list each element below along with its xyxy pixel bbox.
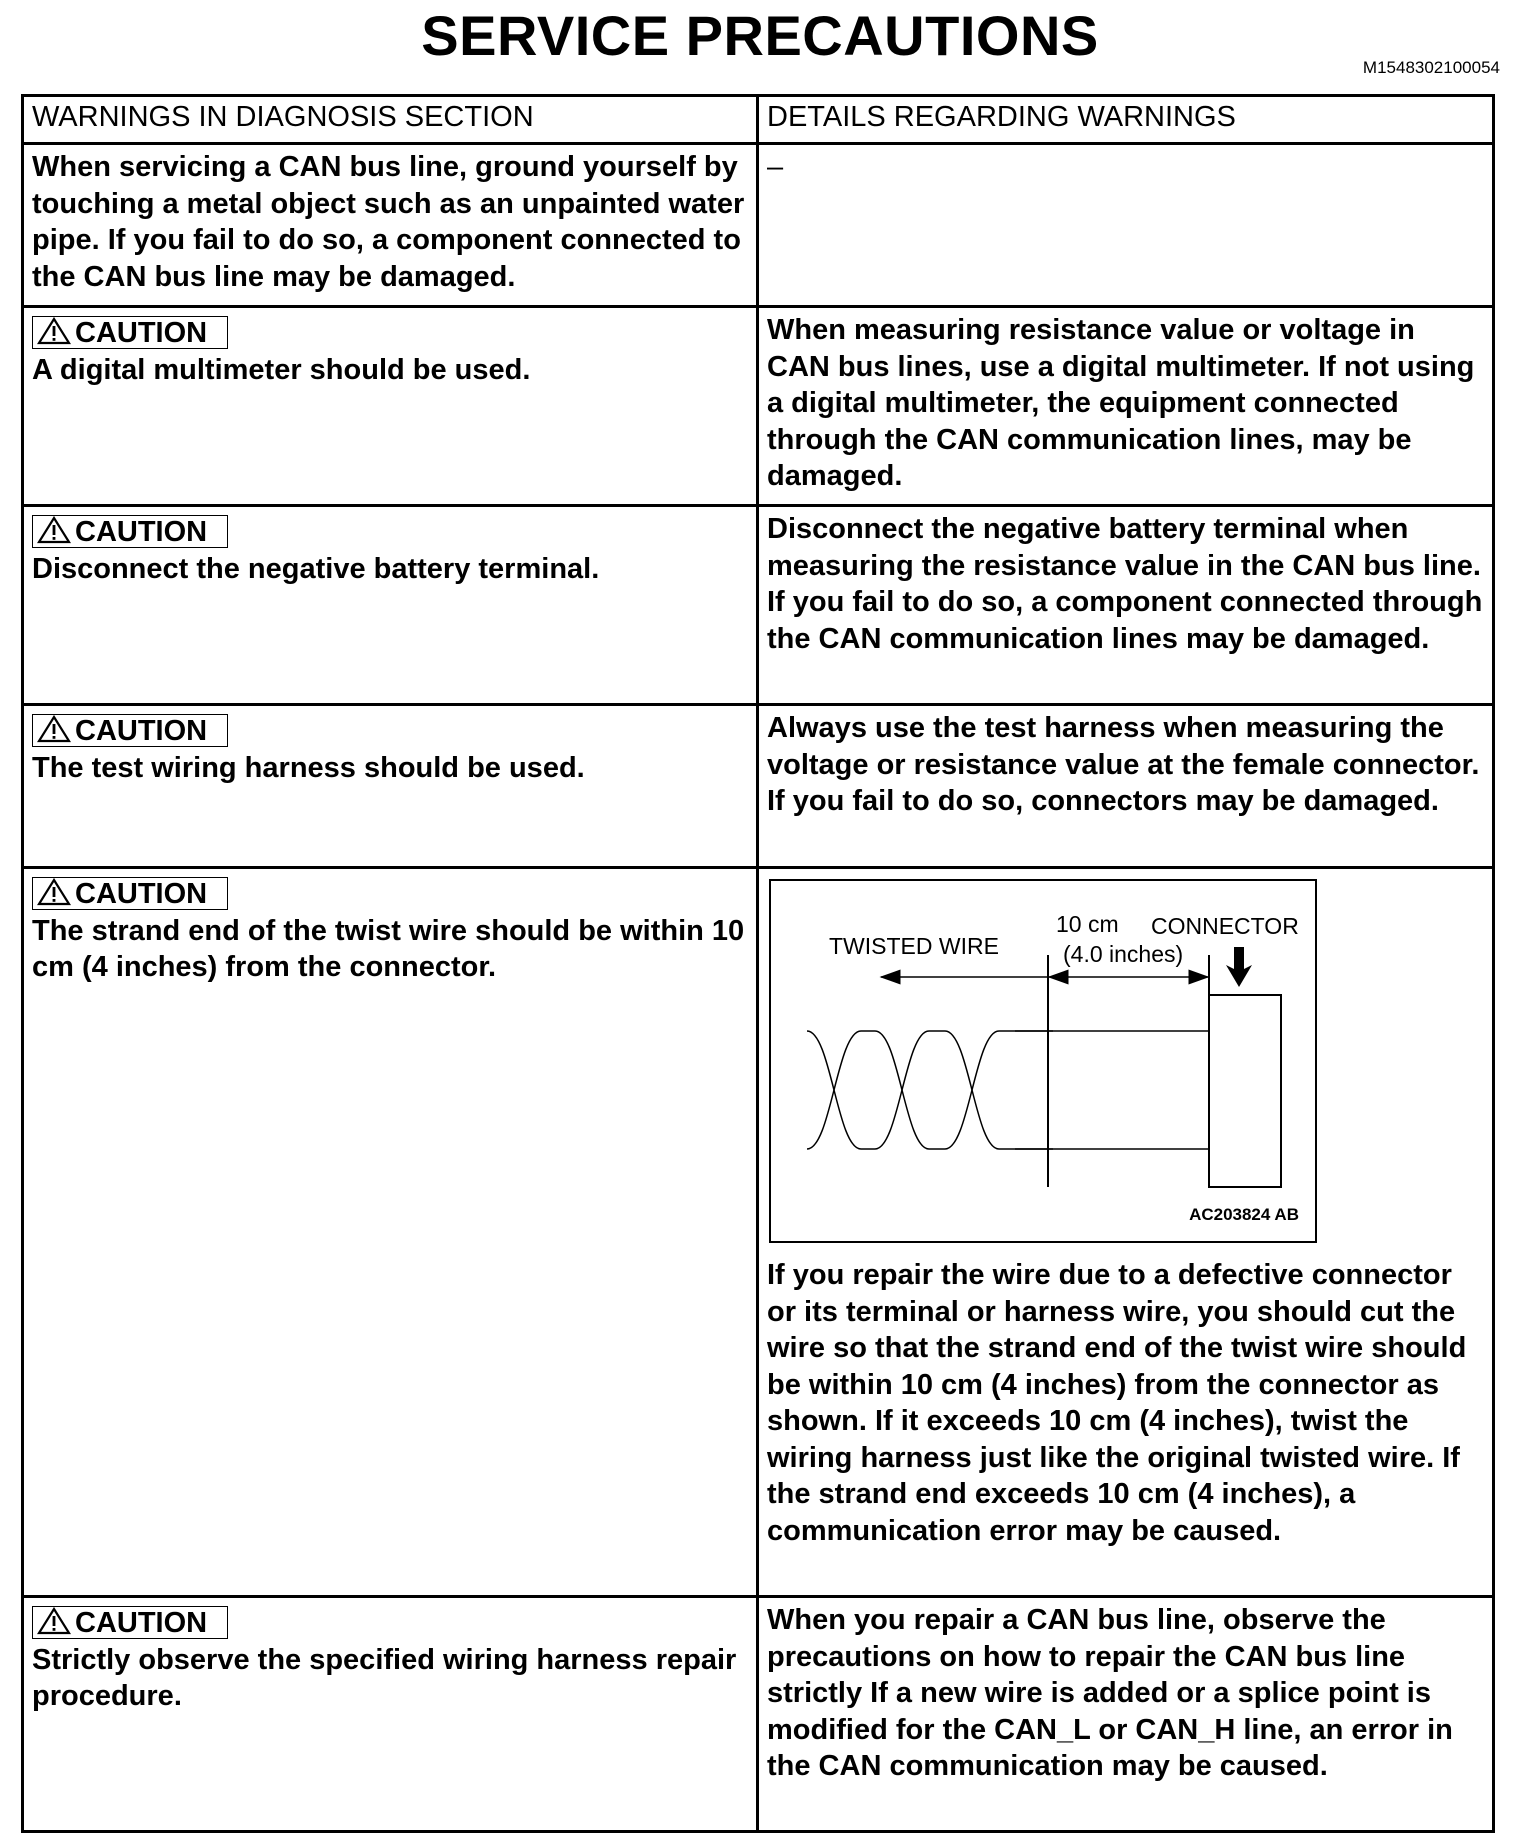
connector-label: CONNECTOR <box>1151 913 1299 939</box>
figure-code: AC203824 AB <box>1189 1204 1299 1224</box>
warning-text: Strictly observe the specified wiring harness repair procedure. <box>32 1643 737 1712</box>
page-title: SERVICE PRECAUTIONS <box>421 4 1099 67</box>
caution-badge <box>32 877 228 910</box>
warning-triangle-icon <box>37 878 71 906</box>
table-row <box>23 144 1494 307</box>
detail-text: When measuring resistance value or voltage in CAN bus lines, use a digital multimeter. If not using a digital multimeter, the equipment connected through the CAN communication lines, may be damaged. <box>767 314 1475 492</box>
distance-label: 10 cm <box>1056 911 1119 937</box>
caution-label: CAUTION <box>75 1607 208 1639</box>
table-row <box>23 1597 1494 1832</box>
detail-cell <box>758 868 1494 1597</box>
document-id: M1548302100054 <box>1362 58 1500 77</box>
warning-triangle-icon <box>37 715 71 743</box>
warning-text: Disconnect the negative battery terminal. <box>32 552 600 585</box>
warning-cell <box>23 868 758 1597</box>
twisted-wire-diagram <box>769 879 1317 1243</box>
warning-cell <box>23 1597 758 1832</box>
column-header-details: DETAILS REGARDING WARNINGS <box>758 96 1494 144</box>
twisted-wire-label: TWISTED WIRE <box>829 933 999 959</box>
detail-text: Disconnect the negative battery terminal when measuring the resistance value in the CAN bus line. If you fail to do so, a component connected through the CAN communication lines may be damaged. <box>767 513 1483 655</box>
warning-cell <box>23 144 758 307</box>
warning-triangle-icon <box>37 1607 71 1635</box>
detail-cell <box>758 307 1494 506</box>
warning-text: The test wiring harness should be used. <box>32 751 585 784</box>
table-row <box>23 705 1494 868</box>
caution-badge <box>32 515 228 548</box>
detail-text: When you repair a CAN bus line, observe the precautions on how to repair the CAN bus line strictly If a new wire is added or a splice point is modified for the CAN_L or CAN_H line, an error in the CAN communication may be caused. <box>767 1604 1453 1782</box>
precautions-table <box>21 94 1495 1833</box>
caution-label: CAUTION <box>75 878 208 910</box>
warning-cell <box>23 705 758 868</box>
warning-cell <box>23 506 758 705</box>
caution-label: CAUTION <box>75 516 208 548</box>
warning-triangle-icon <box>37 516 71 544</box>
warning-triangle-icon <box>37 317 71 345</box>
warning-cell <box>23 307 758 506</box>
table-row <box>23 506 1494 705</box>
detail-text: If you repair the wire due to a defective connector or its terminal or harness wire, you should cut the wire so that the strand end of the twist wire should be within 10 cm (4 inches) from the connector as shown. If it exceeds 10 cm (4 inches), twist the wiring harness just like the original twisted wire. If the strand end exceeds 10 cm (4 inches), a communication error may be caused. <box>767 1259 1467 1547</box>
caution-label: CAUTION <box>75 715 208 747</box>
detail-text: Always use the test harness when measuring the voltage or resistance value at the female connector. If you fail to do so, connectors may be damaged. <box>767 712 1480 817</box>
table-row <box>23 307 1494 506</box>
detail-text: – <box>767 151 784 183</box>
warning-text: The strand end of the twist wire should be within 10 cm (4 inches) from the connector. <box>32 914 745 983</box>
caution-badge <box>32 316 228 349</box>
table-header-row <box>23 96 1494 144</box>
detail-cell <box>758 1597 1494 1832</box>
detail-cell <box>758 144 1494 307</box>
detail-cell <box>758 506 1494 705</box>
caution-badge <box>32 1606 228 1639</box>
table-row <box>23 868 1494 1597</box>
caution-badge <box>32 714 228 747</box>
warning-text: When servicing a CAN bus line, ground yourself by touching a metal object such as an unpainted water pipe. If you fail to do so, a component connected to the CAN bus line may be damaged. <box>32 151 745 293</box>
warning-text: A digital multimeter should be used. <box>32 353 531 386</box>
caution-label: CAUTION <box>75 317 208 349</box>
distance-sub-label: (4.0 inches) <box>1063 941 1184 967</box>
detail-cell <box>758 705 1494 868</box>
column-header-warnings: WARNINGS IN DIAGNOSIS SECTION <box>23 96 758 144</box>
